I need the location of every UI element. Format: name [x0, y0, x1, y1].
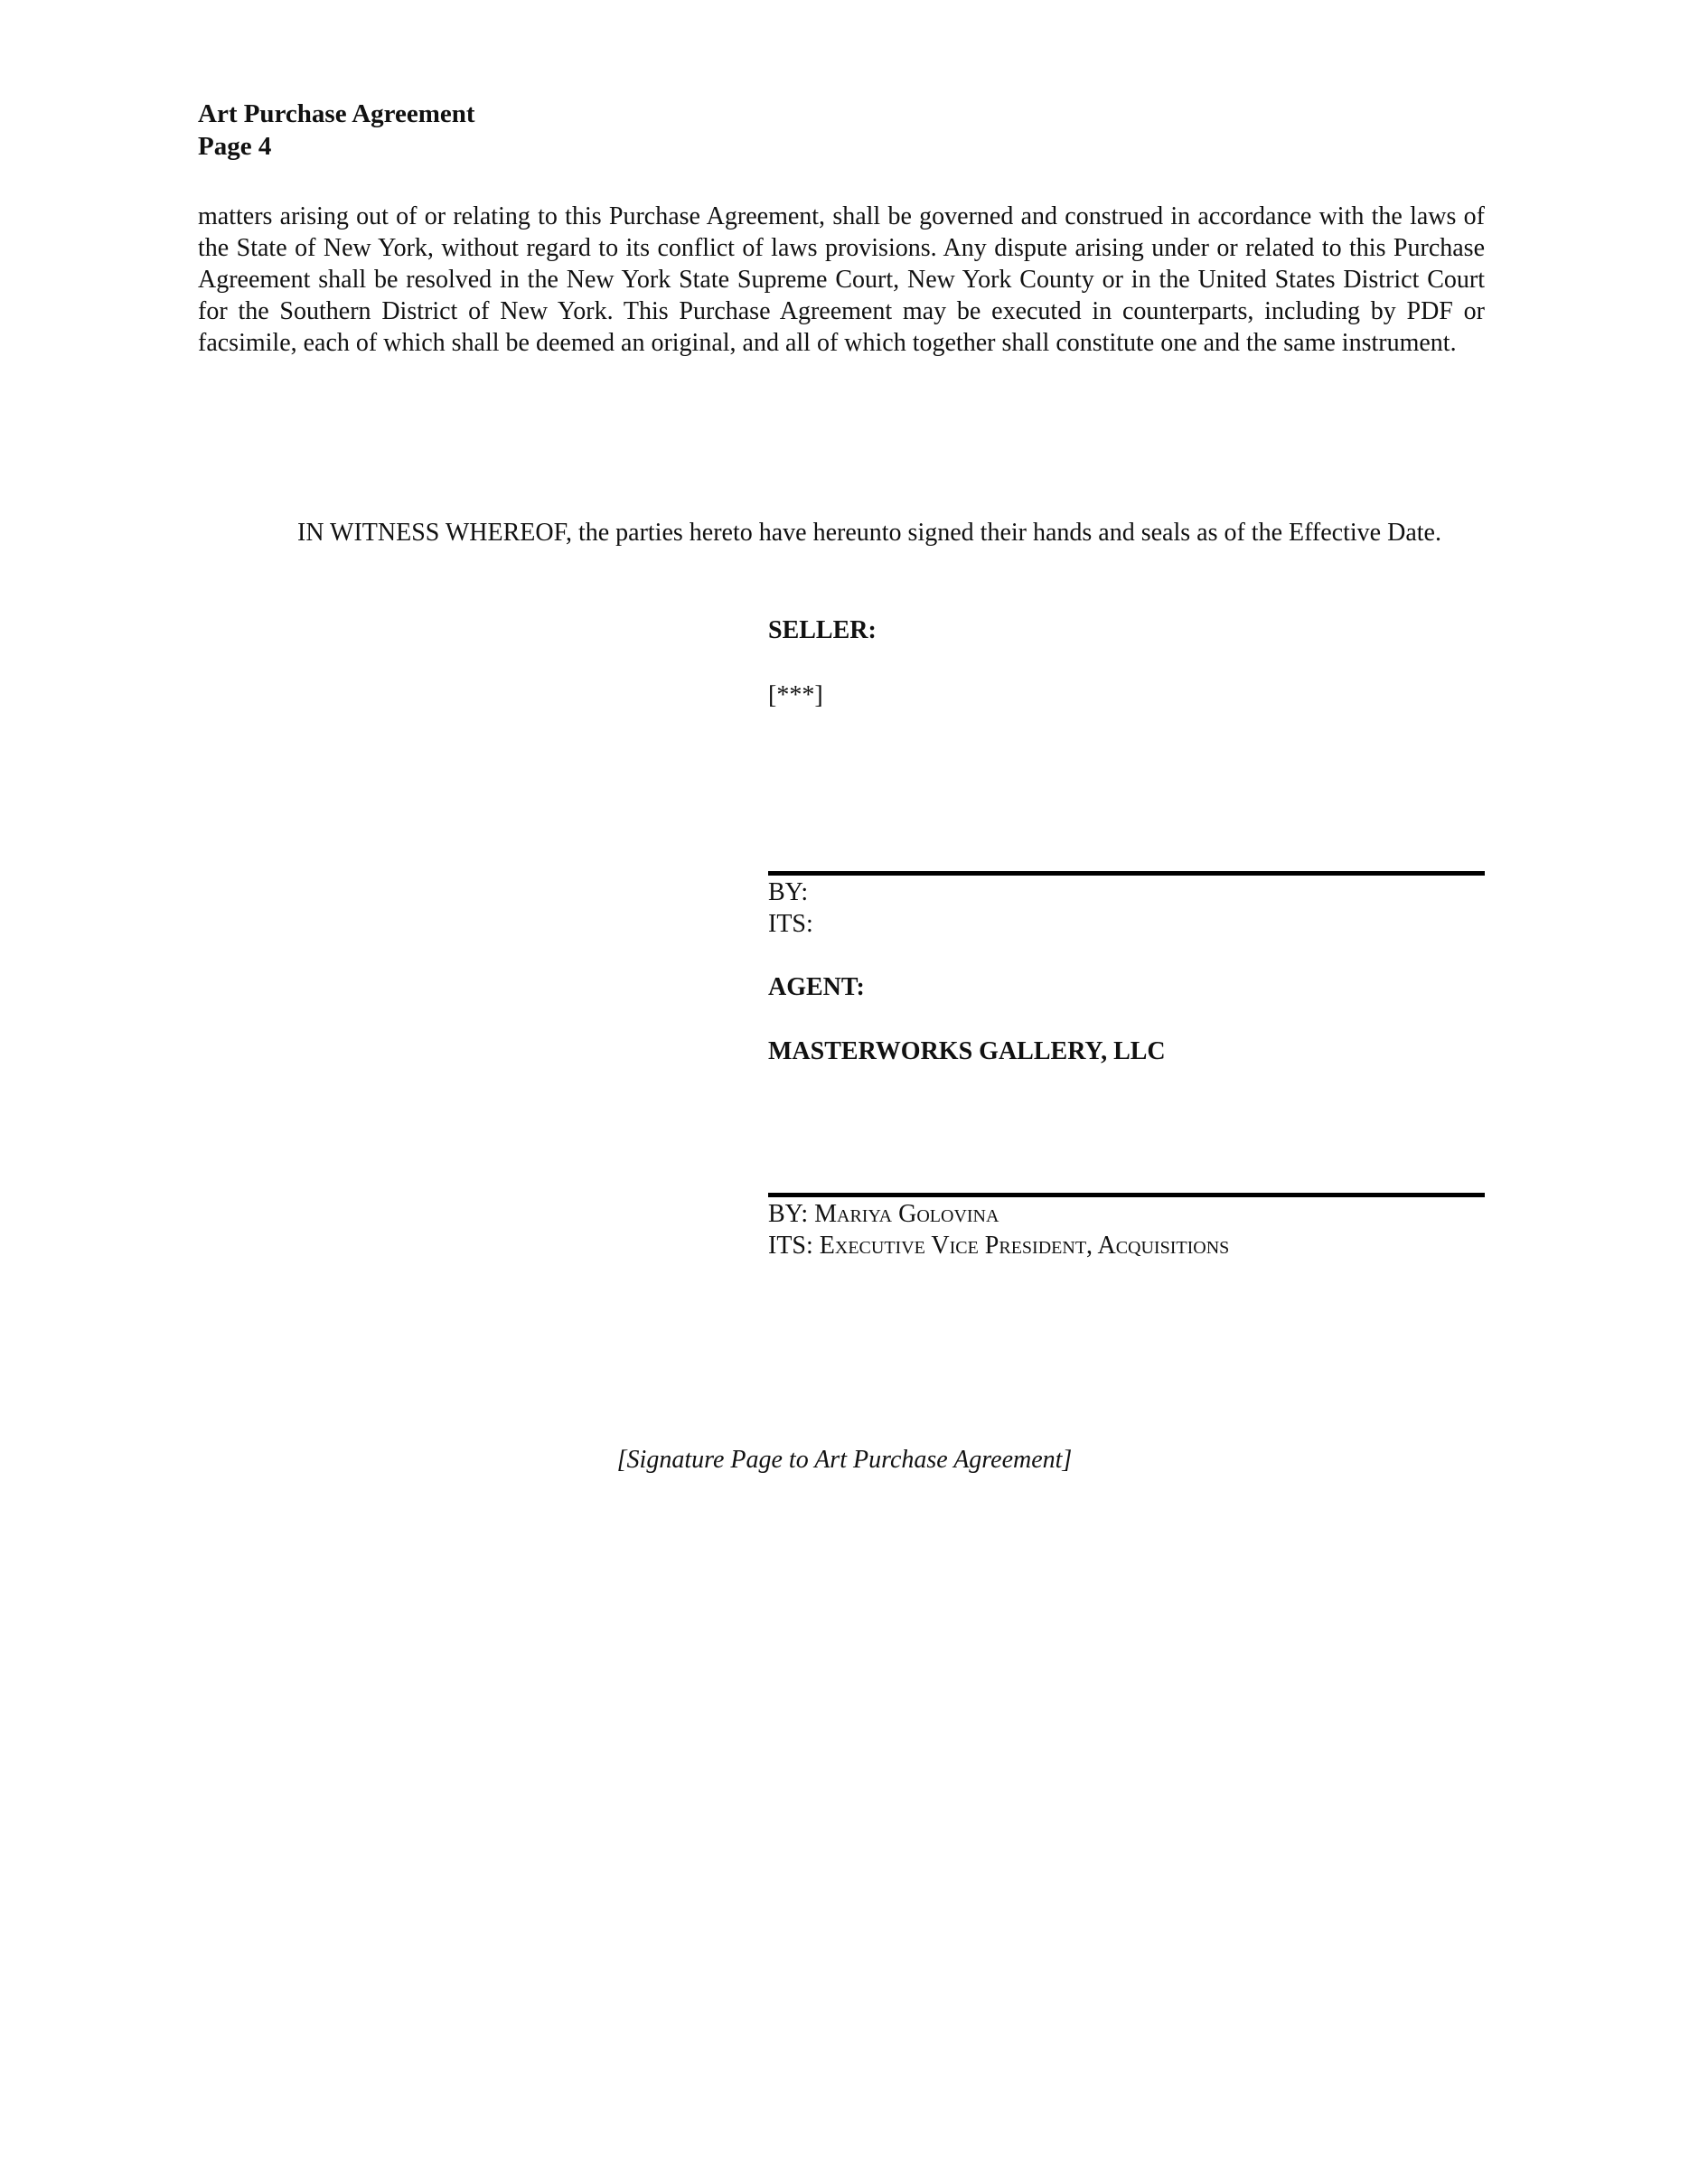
governing-law-paragraph: matters arising out of or relating to this Purchase Agreement, shall be governed and construed in accordance with the laws of the State of New York, without regard to its conflict of laws provisions. Any dispute arising under or related to this Purchase Agreement shall be resolved in the New York State Supreme Court, New York County or in the United States District Court for the Southern District of New York. This Purchase Agreement may be executed in counterparts, including by PDF or facsimile, each of which shall be deemed an original, and all of which together shall constitute one and the same instrument.: [198, 202, 1485, 357]
document-title: Art Purchase Agreement: [198, 99, 475, 128]
agent-its-label: ITS:: [768, 1232, 813, 1260]
agent-signature-line: [768, 1193, 1485, 1197]
agent-its-value: Executive Vice President, Acquisitions: [819, 1232, 1230, 1260]
agent-by-value: Mariya Golovina: [814, 1200, 999, 1228]
agent-label: AGENT:: [768, 973, 865, 1001]
witness-paragraph: IN WITNESS WHEREOF, the parties hereto have hereunto signed their hands and seals as of the Effective Date.: [297, 519, 1441, 547]
agent-by-label: BY:: [768, 1200, 809, 1228]
seller-label: SELLER:: [768, 616, 877, 644]
seller-by-label: BY:: [768, 878, 809, 906]
page-header: [198, 98, 475, 163]
seller-name: [***]: [768, 681, 823, 709]
agent-its-line: [768, 1230, 1485, 1261]
seller-its-line: [768, 908, 1485, 940]
seller-its-label: ITS:: [768, 910, 813, 938]
signature-page-note: [Signature Page to Art Purchase Agreement]: [616, 1446, 1073, 1474]
agent-by-line: [768, 1198, 1485, 1230]
seller-by-line: [768, 876, 1485, 908]
agent-name: MASTERWORKS GALLERY, LLC: [768, 1037, 1166, 1065]
page-number: Page 4: [198, 132, 272, 161]
seller-signature-line: [768, 871, 1485, 876]
